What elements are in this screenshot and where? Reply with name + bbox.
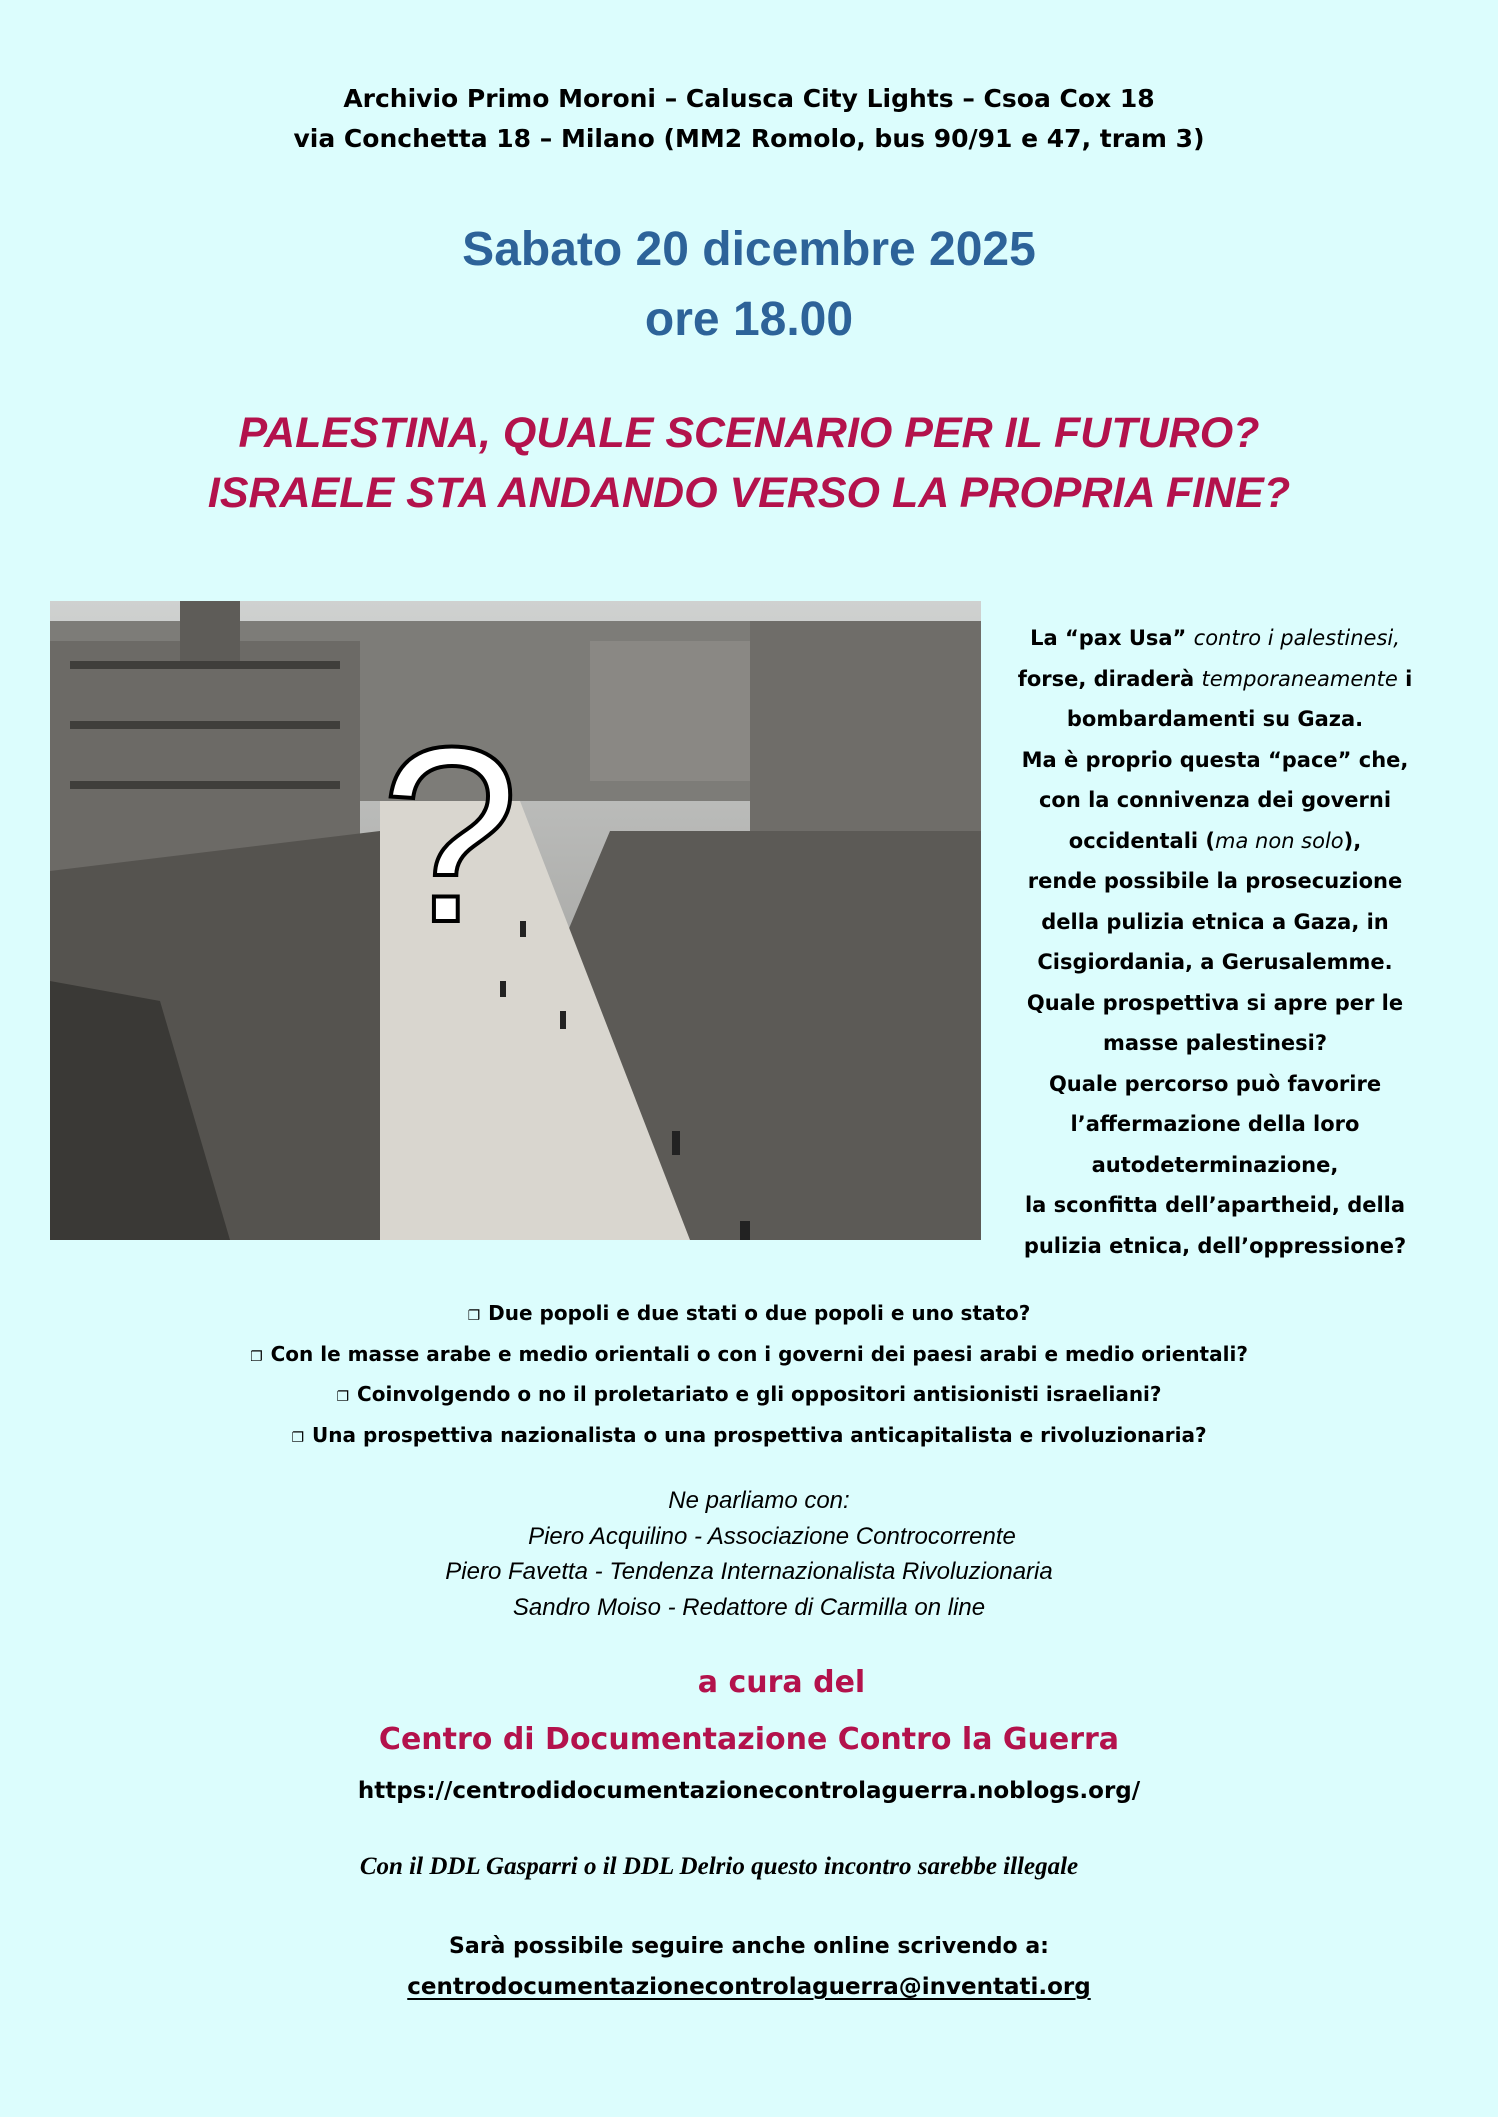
intro-text-part: ),: [1343, 828, 1362, 853]
question-mark-overlay: ?: [380, 695, 520, 974]
intro-italic-part: contro i palestinesi,: [1193, 626, 1400, 650]
question-item: [0, 1334, 1498, 1374]
question-item: [0, 1293, 1498, 1333]
intro-line: Quale percorso può favorire: [1048, 1071, 1382, 1096]
ruins-illustration: [50, 601, 981, 1240]
speaker-item: Piero Acquilino - Associazione Controcorrente: [528, 1523, 1016, 1550]
organizer-prefix: a cura del: [697, 1665, 866, 1700]
online-info: Sarà possibile seguire anche online scrivendo a:: [449, 1934, 1049, 1959]
event-date: Sabato 20 dicembre 2025: [462, 223, 1036, 276]
intro-text-part: i: [1397, 666, 1413, 691]
event-title-line-1: PALESTINA, QUALE SCENARIO PER IL FUTURO?: [238, 409, 1260, 457]
question-text: Con le masse arabe e medio orientali o con i governi dei paesi arabi e medio orientali?: [270, 1342, 1248, 1366]
intro-text-part: occidentali (: [1068, 828, 1216, 853]
intro-line: pulizia etnica, dell’oppressione?: [1023, 1233, 1407, 1258]
intro-line: Quale prospettiva si apre per le: [1026, 990, 1404, 1015]
intro-line: autodeterminazione,: [1091, 1152, 1339, 1177]
question-item: [0, 1415, 1498, 1455]
intro-text-part: La “pax Usa”: [1030, 626, 1194, 650]
intro-italic-part: temporaneamente: [1201, 666, 1398, 691]
intro-line: l’affermazione della loro: [1070, 1112, 1360, 1136]
question-text: Coinvolgendo o no il proletariato e gli oppositori antisionisti israeliani?: [357, 1382, 1162, 1406]
intro-line: Ma è proprio questa “pace” che,: [1021, 747, 1409, 772]
intro-line: masse palestinesi?: [1102, 1031, 1328, 1055]
checkbox-bullet-icon: ❐: [467, 1308, 481, 1324]
gaza-ruins-photo: [50, 601, 981, 1240]
event-title-line-2: ISRAELE STA ANDANDO VERSO LA PROPRIA FINE?: [207, 469, 1291, 517]
intro-line: rende possibile la prosecuzione: [1027, 869, 1403, 893]
question-text: Due popoli e due stati o due popoli e uno stato?: [488, 1301, 1031, 1325]
organizer-name: Centro di Documentazione Contro la Guerra: [378, 1722, 1120, 1757]
speaker-item: Piero Favetta - Tendenza Internazionalista Rivoluzionaria: [445, 1558, 1053, 1585]
event-time: ore 18.00: [644, 293, 854, 346]
intro-line: la sconfitta dell’apartheid, della: [1024, 1193, 1406, 1217]
question-text: Una prospettiva nazionalista o una prospettiva anticapitalista e rivoluzionaria?: [312, 1423, 1207, 1447]
intro-line: della pulizia etnica a Gaza, in: [1041, 909, 1389, 934]
checkbox-bullet-icon: ❐: [250, 1349, 263, 1365]
intro-line: con la connivenza dei governi: [1038, 788, 1392, 812]
organizer-website-link[interactable]: https://centrodidocumentazionecontrolaguerra.noblogs.org/: [357, 1778, 1141, 1804]
legal-note: Con il DDL Gasparri o il DDL Delrio questo incontro sarebbe illegale: [359, 1853, 1079, 1880]
question-item: [0, 1374, 1498, 1414]
intro-text-part: forse, diraderà: [1017, 666, 1202, 691]
speaker-item: Sandro Moiso - Redattore di Carmilla on line: [512, 1594, 986, 1621]
address-line: via Conchetta 18 – Milano (MM2 Romolo, bus 90/91 e 47, tram 3): [293, 124, 1205, 153]
checkbox-bullet-icon: ❐: [291, 1430, 304, 1446]
checkbox-bullet-icon: ❐: [336, 1389, 350, 1405]
venue-line: Archivio Primo Moroni – Calusca City Lights – Csoa Cox 18: [343, 84, 1155, 113]
intro-text: [988, 618, 1442, 1266]
speakers-intro: Ne parliamo con:: [668, 1487, 850, 1514]
intro-italic-part: ma non solo: [1215, 828, 1344, 853]
contact-email-link[interactable]: centrodocumentazionecontrolaguerra@inventati.org: [407, 1974, 1091, 2000]
intro-line: Cisgiordania, a Gerusalemme.: [1037, 950, 1393, 974]
intro-line: bombardamenti su Gaza.: [1066, 707, 1364, 731]
